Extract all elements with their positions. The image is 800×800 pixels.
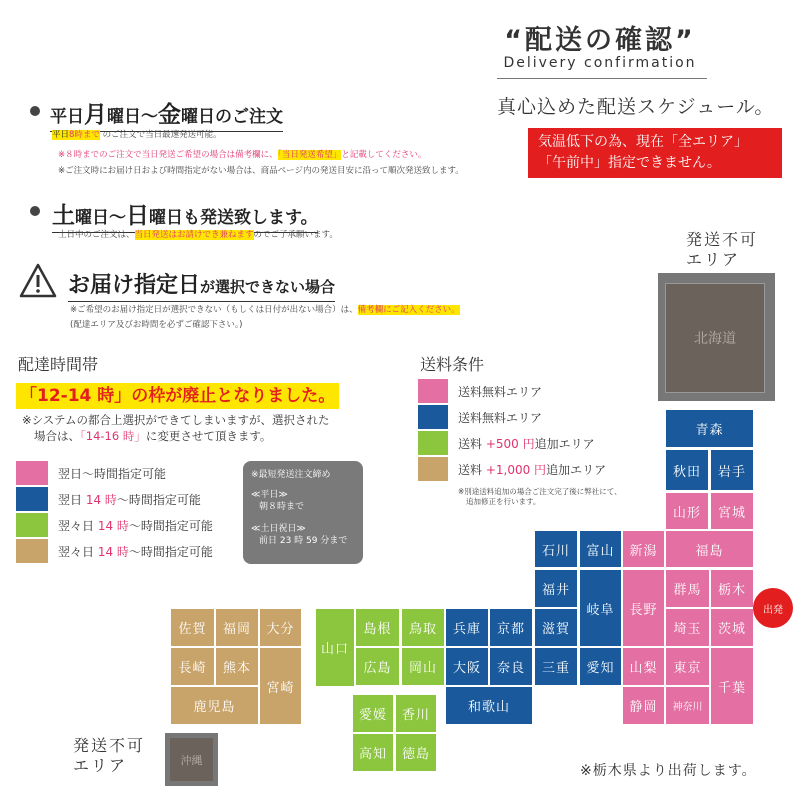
delivery-time-legend — [16, 461, 246, 563]
delivery-time-note: ※システムの都合上選択ができてしまいますが、選択された 場合は、「14-16 時」に変更させて頂きます。 — [22, 413, 330, 443]
map-cell-ishikawa: 石川 — [535, 531, 577, 567]
tagline: 真心込めた配送スケジュール。 — [497, 96, 775, 118]
map-cell-iwate: 岩手 — [711, 450, 753, 490]
shipping-note: ※別途送料追加の場合ご注文完了後に弊社にて、 追加修正を行います。 — [458, 487, 622, 506]
origin-badge: 出発 — [753, 588, 793, 628]
map-cell-gifu: 岐阜 — [580, 570, 621, 646]
ng-area-label-north: 発送不可 エリア — [686, 230, 759, 269]
map-cell-gunma: 群馬 — [666, 570, 709, 607]
map-cell-kagawa: 香川 — [396, 695, 436, 732]
weekend-line: 土日中のご注文は、当日発送はお請けでき兼ねますのでご了承願います。 — [58, 230, 338, 240]
weekday-line-1: 平日8時まで のご注文で当日最速発送可能。 — [52, 130, 222, 140]
map-cell-saga: 佐賀 — [171, 609, 214, 646]
shipping-row: 送料 +1,000 円追加エリア — [418, 457, 658, 481]
shipping-row: 送料無料エリア — [418, 379, 658, 403]
map-cell-nara: 奈良 — [490, 648, 532, 685]
map-cell-kyoto: 京都 — [490, 609, 532, 646]
bullet-icon — [30, 206, 40, 216]
map-cell-hokkaido: 北海道 — [665, 283, 765, 393]
footer-note: ※栃木県より出荷します。 — [580, 763, 757, 779]
legend-row: 翌日 14 時～時間指定可能 — [16, 487, 246, 511]
map-cell-okayama: 岡山 — [402, 648, 444, 685]
map-cell-osaka: 大阪 — [446, 648, 488, 685]
weekday-line-3: ※ご注文時にお届け日および時間指定がない場合は、商品ページ内の発送目安に沿って順次発送致します。 — [58, 166, 464, 176]
map-cell-fukushima: 福島 — [666, 531, 753, 567]
weekday-heading: 平日月曜日～金曜日のご注文 — [50, 96, 283, 132]
map-cell-aomori: 青森 — [666, 410, 753, 447]
weekend-heading: 土曜日～日曜日も発送致します。 — [52, 197, 318, 233]
map-cell-nagasaki: 長崎 — [171, 648, 214, 685]
map-cell-miyagi: 宮城 — [711, 493, 753, 529]
warning-icon — [18, 262, 58, 300]
map-cell-miyazaki: 宮崎 — [260, 648, 301, 724]
map-cell-shimane: 島根 — [356, 609, 399, 646]
map-cell-ibaraki: 茨城 — [711, 609, 753, 646]
legend-swatch-tan — [16, 539, 48, 563]
map-cell-yamaguchi: 山口 — [316, 609, 354, 686]
legend-swatch-green — [16, 513, 48, 537]
shipping-legend — [418, 379, 658, 481]
delivery-time-title: 配達時間帯 — [18, 355, 99, 374]
map-cell-hyogo: 兵庫 — [446, 609, 488, 646]
map-cell-shizuoka: 静岡 — [623, 687, 664, 724]
map-cell-mie: 三重 — [535, 648, 577, 685]
delivery-time-notice: 「12-14 時」の枠が廃止となりました。 — [16, 383, 339, 409]
title-divider — [497, 78, 707, 79]
red-notice-line-2: 「午前中」指定できません。 — [538, 155, 721, 171]
legend-row: 翌々日 14 時～時間指定可能 — [16, 513, 246, 537]
map-cell-shiga: 滋賀 — [535, 609, 577, 646]
map-cell-hiroshima: 広島 — [356, 648, 399, 685]
map-cell-okinawa: 沖縄 — [170, 738, 213, 781]
map-cell-tottori: 鳥取 — [402, 609, 444, 646]
map-cell-niigata: 新潟 — [623, 531, 664, 567]
map-cell-kochi: 高知 — [353, 734, 393, 771]
map-cell-chiba: 千葉 — [711, 648, 753, 724]
map-cell-toyama: 富山 — [580, 531, 621, 567]
page-subtitle: Delivery confirmation — [503, 55, 697, 71]
map-cell-wakayama: 和歌山 — [446, 687, 532, 724]
weekday-line-2: ※８時までのご注文で当日発送ご希望の場合は備考欄に、「当日発送希望」と記載してください。 — [58, 150, 427, 160]
legend-row: 翌日～時間指定可能 — [16, 461, 246, 485]
map-cell-fukuoka: 福岡 — [216, 609, 258, 646]
ng-area-label-south: 発送不可 エリア — [73, 736, 146, 775]
bullet-icon — [30, 106, 40, 116]
map-cell-oita: 大分 — [260, 609, 301, 646]
red-notice — [528, 128, 782, 178]
shipping-title: 送料条件 — [420, 355, 485, 374]
map-cell-tokushima: 徳島 — [396, 734, 436, 771]
map-cell-kumamoto: 熊本 — [216, 648, 258, 685]
map-cell-kanagawa: 神奈川 — [666, 687, 709, 724]
shipping-row: 送料 +500 円追加エリア — [418, 431, 658, 455]
legend-swatch-pink — [16, 461, 48, 485]
map-cell-tochigi: 栃木 — [711, 570, 753, 607]
cutoff-box: ※最短発送注文締め ≪平日≫ 朝８時まで ≪土日祝日≫ 前日 23 時 59 分まで — [243, 461, 363, 564]
map-cell-yamanashi: 山梨 — [623, 648, 664, 685]
shipping-row: 送料無料エリア — [418, 405, 658, 429]
page-title: “配送の確認” — [504, 25, 696, 56]
map-cell-aichi: 愛知 — [580, 648, 621, 685]
map-cell-kagoshima: 鹿児島 — [171, 687, 258, 724]
warning-line-2: (配達エリア及びお時間を必ずご確認下さい。) — [70, 320, 243, 330]
warning-heading: お届け指定日が選択できない場合 — [68, 268, 335, 302]
map-cell-fukui: 福井 — [535, 570, 577, 607]
map-cell-yamagata: 山形 — [666, 493, 708, 529]
legend-swatch-blue — [16, 487, 48, 511]
map-cell-saitama: 埼玉 — [666, 609, 709, 646]
map-cell-tokyo: 東京 — [666, 648, 709, 685]
legend-row: 翌々日 14 時～時間指定可能 — [16, 539, 246, 563]
red-notice-line-1: 気温低下の為、現在「全エリア」 — [538, 134, 748, 150]
warning-line-1: ※ご希望のお届け指定日が選択できない（もしくは日付が出ない場合）は、備考欄にご記入ください。 — [70, 305, 460, 315]
map-cell-nagano: 長野 — [623, 570, 664, 646]
map-cell-ehime: 愛媛 — [353, 695, 393, 732]
map-cell-akita: 秋田 — [666, 450, 708, 490]
